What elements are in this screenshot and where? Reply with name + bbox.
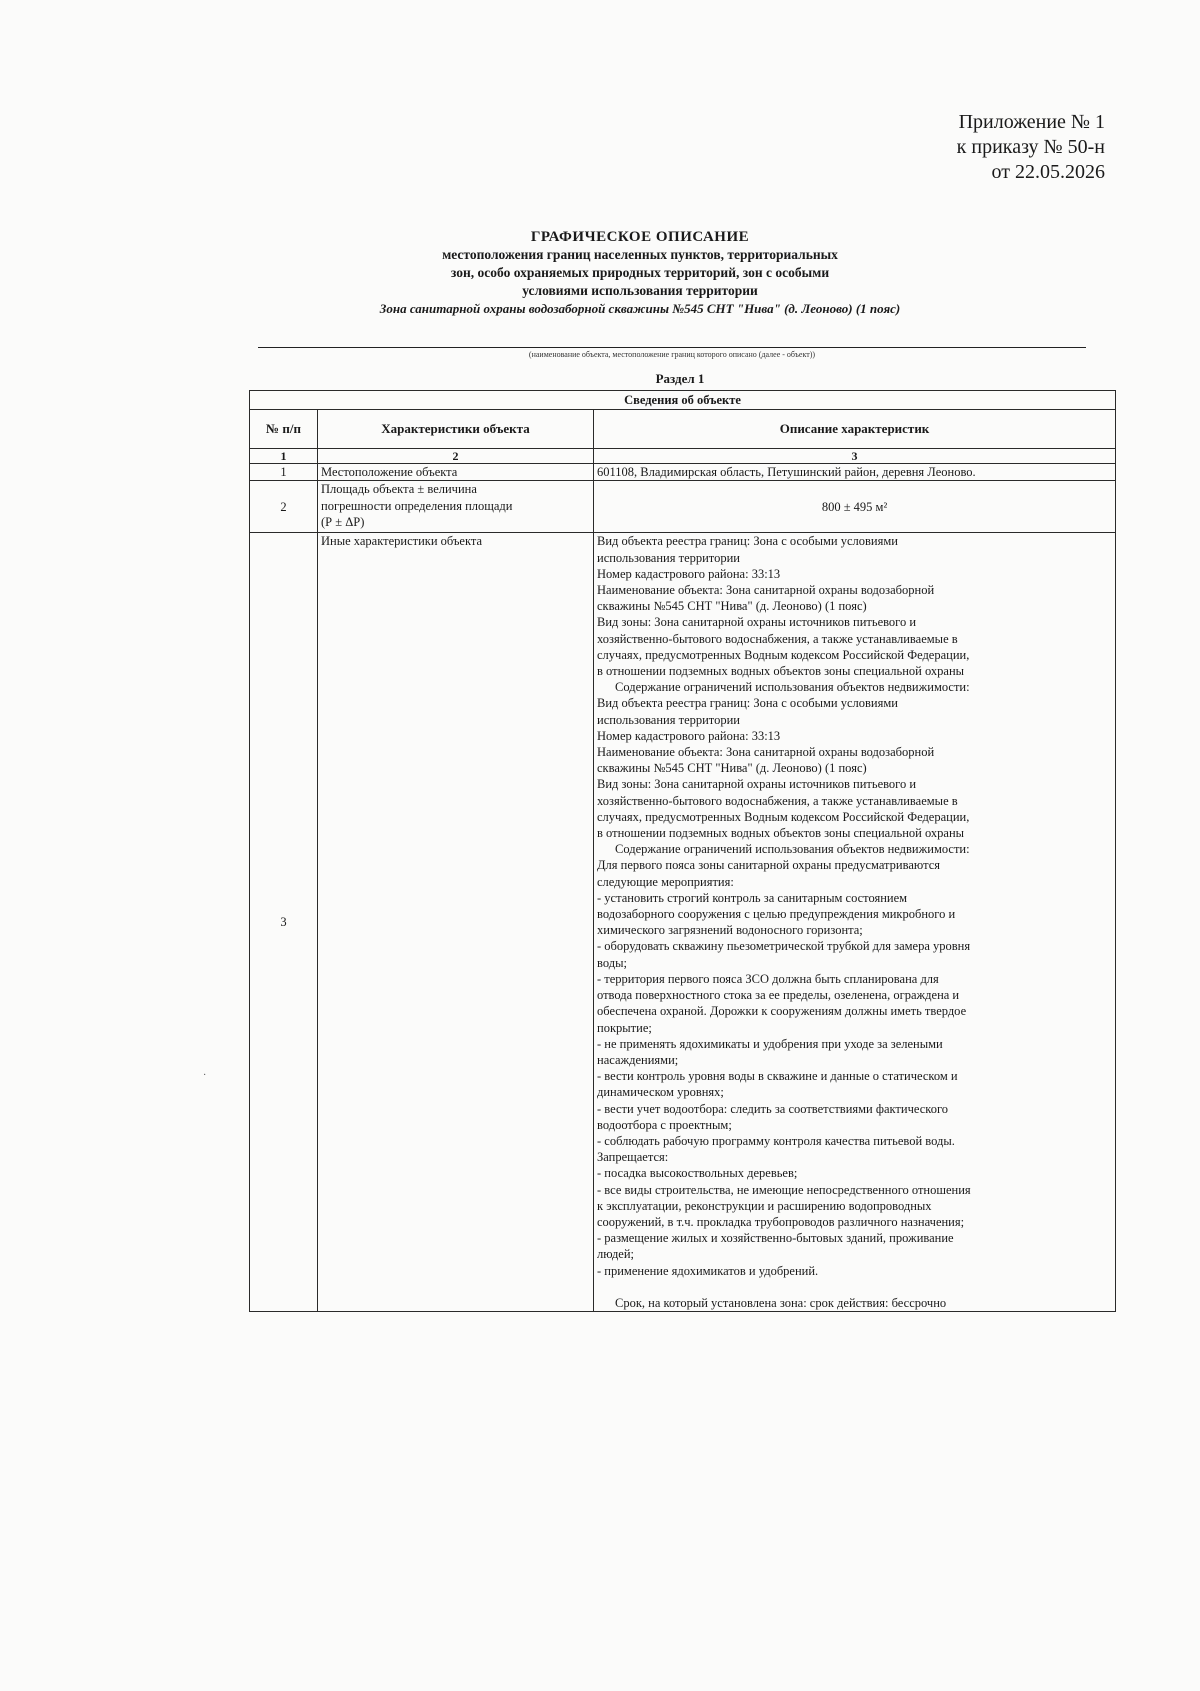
header-description: Описание характеристик [594,410,1116,449]
object-caption: (наименование объекта, местоположение границ которого описано (далее - объект)) [528,350,816,359]
description-line: Вид объекта реестра границ: Зона с особыми условиями [597,534,898,549]
description-line: Для первого пояса зоны санитарной охраны предусматриваются [597,858,940,873]
column-number: 3 [594,449,1116,464]
description-line: обеспечена охраной. Дорожки к сооружениям должны иметь твердое [597,1004,967,1019]
section-title: Раздел 1 [655,371,705,386]
characteristic-line: (Р ± ΔР) [321,514,365,529]
table-row [250,464,1116,481]
margin-mark: · [203,1070,207,1081]
description-line: - соблюдать рабочую программу контроля качества питьевой воды. [597,1133,955,1148]
description-line: Запрещается: [597,1150,669,1165]
description-line: - вести учет водоотбора: следить за соответствиями фактического [597,1101,949,1116]
description-line: - вести контроль уровня воды в скважине и данные о статическом и [597,1069,958,1084]
underline-rule [258,347,1086,348]
characteristic-line: Площадь объекта ± величина [321,482,477,497]
description-line: Номер кадастрового района: 33:13 [597,566,781,581]
row-characteristic [318,481,594,533]
description-line: хозяйственно-бытового водоснабжения, а также устанавливаемые в [597,631,958,646]
description-line: людей; [597,1247,635,1262]
header-characteristics: Характеристики объекта [318,410,594,449]
title-line-2: зон, особо охраняемых природных территорий, зон с особыми [450,265,830,280]
table-caption-row [250,391,1116,410]
other-characteristics [594,533,1116,1312]
row-value: 601108, Владимирская область, Петушинский район, деревня Леоново. [594,464,1116,481]
description-line: - все виды строительства, не имеющие непосредственного отношения [597,1182,971,1197]
description-line: воды; [597,955,627,970]
description-line: водозаборного сооружения с целью предупреждения микробного и [597,907,956,922]
title-line-3: условиями использования территории [522,283,758,298]
table-row [250,533,1116,1312]
object-name: Зона санитарной охраны водозаборной скважины №545 СНТ "Нива" (д. Леоново) (1 пояс) [379,301,901,316]
description-line: - размещение жилых и хозяйственно-бытовых зданий, проживание [597,1231,954,1246]
description-line: - установить строгий контроль за санитарным состоянием [597,890,908,905]
description-line: Вид зоны: Зона санитарной охраны источников питьевого и [597,615,917,630]
description-line: использования территории [597,550,740,565]
object-info-table [249,390,1116,1312]
row-number: 3 [250,533,318,1312]
row-characteristic: Иные характеристики объекта [318,533,594,1312]
description-line: отвода поверхностного стока за ее пределы, озеленена, ограждена и [597,988,960,1003]
description-line: - применение ядохимикатов и удобрений. [597,1263,819,1278]
row-number: 1 [250,464,318,481]
description-line: Наименование объекта: Зона санитарной охраны водозаборной [597,745,935,760]
description-line: случаях, предусмотренных Водным кодексом Российской Федерации, [597,647,970,662]
description-line [597,1279,1112,1295]
description-line: скважины №545 СНТ "Нива" (д. Леоново) (1 пояс) [597,599,867,614]
row-number: 2 [250,481,318,533]
column-number: 1 [250,449,318,464]
description-line: химического загрязнений водоносного горизонта; [597,923,863,938]
description-line: следующие мероприятия: [597,874,734,889]
area-value: 800 ± 495 м² [594,481,1116,533]
column-header-row [250,410,1116,449]
title-line-1: местоположения границ населенных пунктов, территориальных [442,247,838,262]
description-line: - территория первого пояса ЗСО должна быть спланирована для [597,971,939,986]
main-title: ГРАФИЧЕСКОЕ ОПИСАНИЕ [530,229,750,245]
description-line: динамическом уровнях; [597,1085,724,1100]
description-line: Вид зоны: Зона санитарной охраны источников питьевого и [597,777,917,792]
description-line: Вид объекта реестра границ: Зона с особыми условиями [597,696,898,711]
description-line: насаждениями; [597,1052,679,1067]
table-row [250,481,1116,533]
description-line: скважины №545 СНТ "Нива" (д. Леоново) (1 пояс) [597,761,867,776]
description-line: хозяйственно-бытового водоснабжения, а также устанавливаемые в [597,793,958,808]
column-number-row [250,449,1116,464]
description-line: в отношении подземных водных объектов зоны специальной охраны [597,664,965,679]
description-line: - не применять ядохимикаты и удобрения при уходе за зелеными [597,1036,943,1051]
description-line: случаях, предусмотренных Водным кодексом Российской Федерации, [597,809,970,824]
appendix-number: Приложение № 1 [958,111,1105,133]
description-line: Срок, на который установлена зона: срок действия: бессрочно [615,1295,947,1310]
characteristic-line: погрешности определения площади [321,498,513,513]
description-line: сооружений, в т.ч. прокладка трубопроводов различного назначения; [597,1214,965,1229]
description-line: Наименование объекта: Зона санитарной охраны водозаборной [597,583,935,598]
description-line: - посадка высокоствольных деревьев; [597,1166,798,1181]
description-line: водоотбора с проектным; [597,1117,732,1132]
column-number: 2 [318,449,594,464]
row-characteristic: Местоположение объекта [318,464,594,481]
description-line: использования территории [597,712,740,727]
description-line: - оборудовать скважину пьезометрической трубкой для замера уровня [597,939,971,954]
header-number: № п/п [250,410,318,449]
appendix-reference [957,110,1105,185]
description-line: в отношении подземных водных объектов зоны специальной охраны [597,826,965,841]
description-line: Содержание ограничений использования объектов недвижимости: [615,680,970,695]
description-line: Содержание ограничений использования объектов недвижимости: [615,842,970,857]
section-subtitle: Сведения об объекте [250,391,1116,410]
document-title [240,228,1040,318]
order-number: к приказу № 50-н [956,136,1105,158]
order-date: от 22.05.2026 [991,161,1105,183]
description-line: Номер кадастрового района: 33:13 [597,728,781,743]
description-line: покрытие; [597,1020,652,1035]
description-line: к эксплуатации, реконструкции и расширению водопроводных [597,1198,932,1213]
